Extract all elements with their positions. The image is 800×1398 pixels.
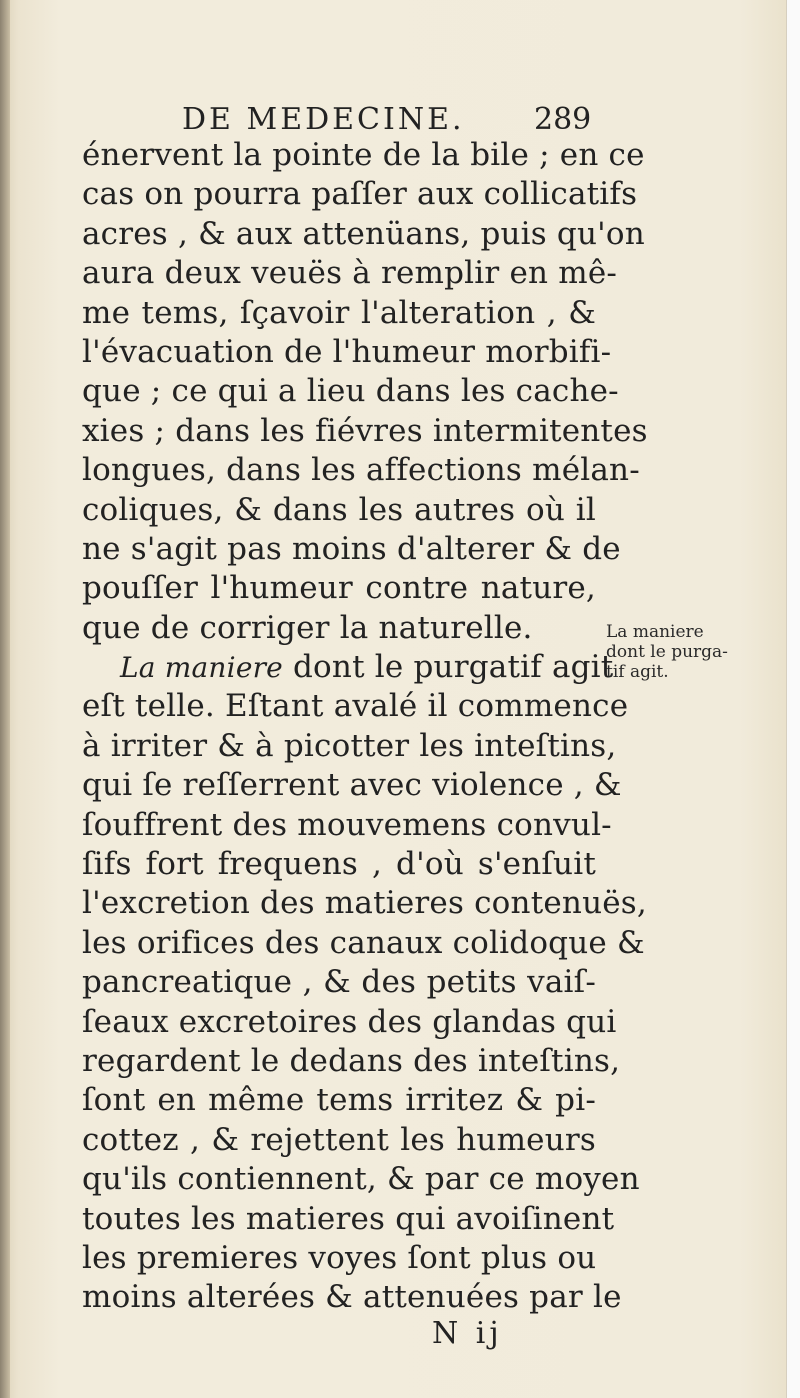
margin-note-line: dont le purga- bbox=[606, 642, 728, 662]
running-title: DE MEDECINE. bbox=[182, 102, 465, 137]
text-line: moins alterées & attenuées par le bbox=[82, 1279, 622, 1316]
page-edge bbox=[786, 0, 800, 1398]
signature-mark: N ij bbox=[432, 1316, 503, 1351]
text-line: pouſſer l'humeur contre nature, bbox=[82, 570, 596, 607]
text-line: toutes les matieres qui avoiſinent bbox=[82, 1200, 615, 1237]
text-line: xies ; dans les fiévres intermitentes bbox=[82, 412, 648, 449]
text-line: que ; ce qui a lieu dans les cache- bbox=[82, 373, 619, 410]
text-line: les orifices des canaux colidoque & bbox=[82, 924, 645, 961]
text-line: l'excretion des matieres contenuës, bbox=[82, 885, 647, 922]
page-gutter bbox=[0, 0, 10, 1398]
text-line: pancreatique , & des petits vaiſ- bbox=[82, 964, 596, 1001]
text-line: ſifs fort frequens , d'où s'enſuit bbox=[82, 846, 596, 883]
text-line: eſt telle. Eſtant avalé il commence bbox=[82, 688, 629, 725]
text-line: à irriter & à picotter les inteſtins, bbox=[82, 727, 617, 764]
text-line: coliques, & dans les autres où il bbox=[82, 491, 596, 528]
text-line: cottez , & rejettent les humeurs bbox=[82, 1121, 596, 1158]
body-text bbox=[82, 136, 648, 1318]
text-line: qui ſe reſſerrent avec violence , & bbox=[82, 767, 622, 804]
text-line: les premieres voyes ſont plus ou bbox=[82, 1239, 597, 1276]
text-line: me tems, ſçavoir l'alteration , & bbox=[82, 294, 596, 331]
text-line: que de corriger la naturelle. bbox=[82, 609, 533, 646]
text-line: l'évacuation de l'humeur morbifi- bbox=[82, 333, 612, 370]
margin-note-line: tif agit. bbox=[606, 662, 669, 682]
text-line: ſouffrent des mouvemens convul- bbox=[82, 806, 612, 843]
text-line: ſont en même tems irritez & pi- bbox=[82, 1082, 596, 1119]
page-number: 289 bbox=[534, 102, 592, 137]
text-line: ſeaux excretoires des glandas qui bbox=[82, 1003, 617, 1040]
text-line: acres , & aux attenüans, puis qu'on bbox=[82, 215, 645, 252]
text-line: regardent le dedans des inteſtins, bbox=[82, 1042, 621, 1079]
italic-lead: La maniere bbox=[120, 651, 283, 685]
text-line: cas on pourra paſſer aux collicatifs bbox=[82, 176, 638, 213]
text-line: ne s'agit pas moins d'alterer & de bbox=[82, 530, 621, 567]
text-line: longues, dans les affections mélan- bbox=[82, 452, 640, 489]
lead-rest: dont le purgatif agit bbox=[282, 649, 614, 686]
paragraph-opening-line bbox=[82, 648, 614, 687]
margin-note-line: La maniere bbox=[606, 622, 704, 642]
margin-note bbox=[606, 622, 776, 682]
text-line: énervent la pointe de la bile ; en ce bbox=[82, 137, 645, 173]
text-line: aura deux veuës à remplir en mê- bbox=[82, 255, 618, 292]
text-line: qu'ils contiennent, & par ce moyen bbox=[82, 1161, 640, 1198]
